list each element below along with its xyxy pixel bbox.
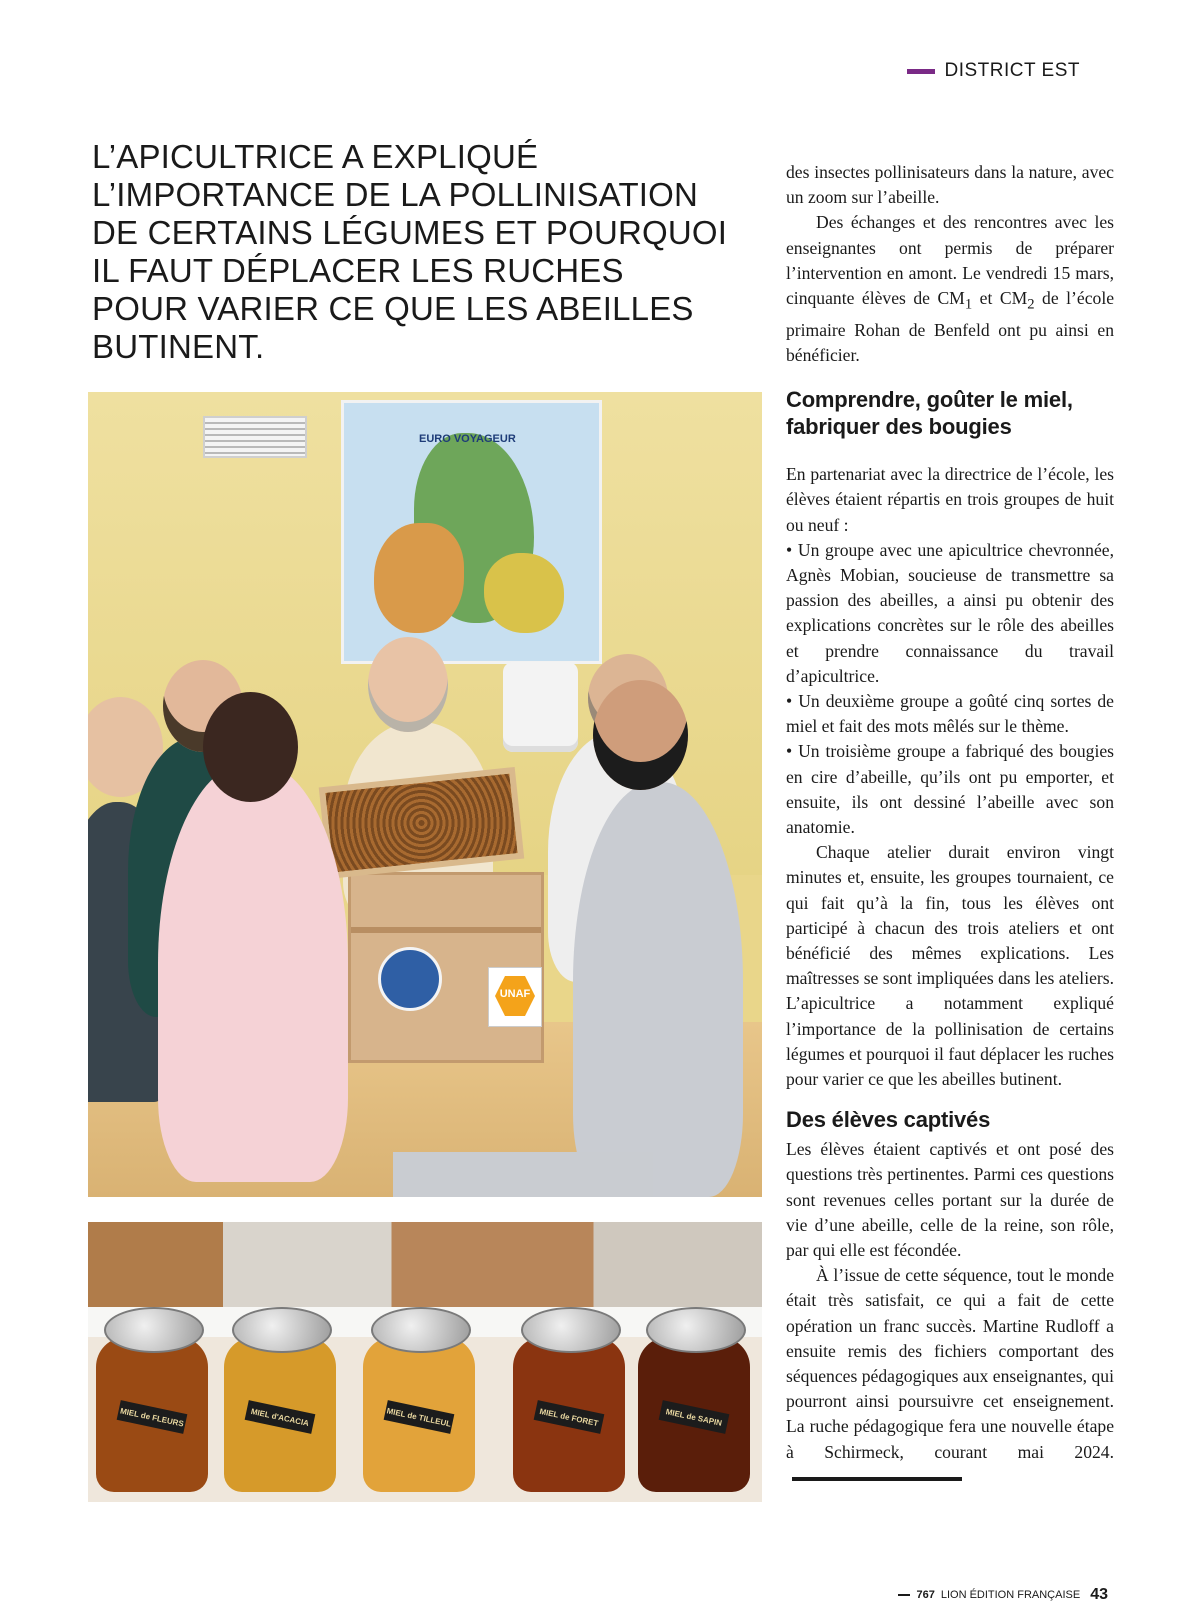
honey-jar [513,1307,625,1492]
paragraph: En partenariat avec la directrice de l’école, les élèves étaient répartis en trois groupes de huit ou neuf : [786,464,1114,535]
paragraph: À l’issue de cette séquence, tout le monde était très satisfait, ce qui a fait de cette opération un franc succès. Martine Rudloff a ensuite remis des fichiers comportant des séquences pédagogiques aux enseignantes, qui pourront ainsi poursuivre cet enseignement. La ruche pédagogique fera une nouvelle étape à Schirmeck, courant mai 2024. [786,1263,1114,1490]
europe-map-poster [341,400,602,664]
subheading: Des élèves captivés [786,1107,991,1133]
section-tag [907,60,1081,82]
paragraph: Des échanges et des rencontres avec les enseignantes ont permis de préparer l’intervention en amont. Le vendredi 15 mars, cinquante élèves de $CM_1$ et $CM_2$ de l’école primaire Rohan de Benfeld ont pu ainsi en bénéficier. [786,212,1115,365]
honey-jar [363,1307,475,1492]
student-head [593,680,688,790]
pullquote-line: BUTINENT. [92,328,265,365]
end-mark [792,1477,962,1481]
page-footer [898,1586,1108,1604]
article-column [786,160,1114,1490]
footer-bar [898,1594,910,1596]
issue-number: 767 [916,1589,935,1601]
paragraph: des insectes pollinisateurs dans la nature, avec un zoom sur l’abeille. [786,162,1114,208]
student-head [203,692,298,802]
jar-label: MIEL de TILLEUL [384,1400,455,1434]
page-number: 43 [1090,1586,1108,1603]
honey-jar [96,1307,208,1492]
honey-jar [638,1307,750,1492]
honey-jar [224,1307,336,1492]
pullquote [92,138,732,366]
publication-name: LION ÉDITION FRANÇAISE [940,1589,1081,1601]
list-item: • Un groupe avec une apicultrice chevronnée, Agnès Mobian, soucieuse de transmettre sa passion des abeilles, a ainsi pu obtenir des explications concrètes sur le rôle des abeilles et prendre connaissance du travail d’apicultrice. [786,538,1114,689]
jar-label: MIEL de FLEURS [117,1400,188,1434]
map-title: EURO VOYAGEUR [419,433,516,445]
student [573,782,743,1197]
group-list [786,538,1114,840]
pullquote-line: POUR VARIER CE QUE LES ABEILLES [92,290,694,327]
student [158,762,348,1182]
towel-dispenser [503,662,578,752]
unaf-sticker: UNAF [488,967,542,1027]
list-item: • Un deuxième groupe a goûté cinq sortes de miel et fait des mots mêlés sur le thème. [786,689,1114,739]
pullquote-line: L’IMPORTANCE DE LA POLLINISATION [92,176,699,213]
classroom-photo [88,392,762,1197]
paragraph: Les élèves étaient captivés et ont posé des questions très pertinentes. Parmi ces questions sont revenues celles portant sur la durée de vie d’une abeille, celle de la reine, son rôle, par qui elle est fécondée. [786,1139,1114,1261]
section-label: DISTRICT EST [944,60,1080,81]
honey-jars-photo [88,1222,762,1502]
pullquote-line: IL FAUT DÉPLACER LES RUCHES [92,252,624,289]
list-item: • Un troisième groupe a fabriqué des bougies en cire d’abeille, qu’ils ont pu emporter, et ensuite, ils ont dessiné l’abeille avec son anatomie. [786,739,1114,840]
jar-label: MIEL d'ACACIA [245,1400,316,1434]
pullquote-line: L’APICULTRICE A EXPLIQUÉ [92,138,539,175]
pullquote-line: DE CERTAINS LÉGUMES ET POURQUOI [92,214,728,251]
jar-label: MIEL de FORET [534,1400,605,1434]
jar-label: MIEL de SAPIN [659,1400,730,1434]
hive-sticker [378,947,442,1011]
laptop [393,1152,653,1197]
air-vent [203,416,307,458]
beekeeper-head [368,637,448,732]
paragraph: Chaque atelier durait environ vingt minutes et, ensuite, les groupes tournaient, ce qui fait qu’à la fin, tous les élèves ont participé à chacun des trois ateliers et ont bénéficié des mêmes explications. Les maîtresses se sont impliquées dans les ateliers. L’apicultrice a notamment expliqué l’importance de la pollinisation de certains légumes et pourquoi il faut déplacer les ruches pour varier ce que les abeilles butinent. [786,842,1114,1090]
chairs-background [88,1222,762,1307]
subheading: Comprendre, goûter le miel, fabriquer des bougies [786,387,1073,440]
section-accent-bar [907,69,935,74]
